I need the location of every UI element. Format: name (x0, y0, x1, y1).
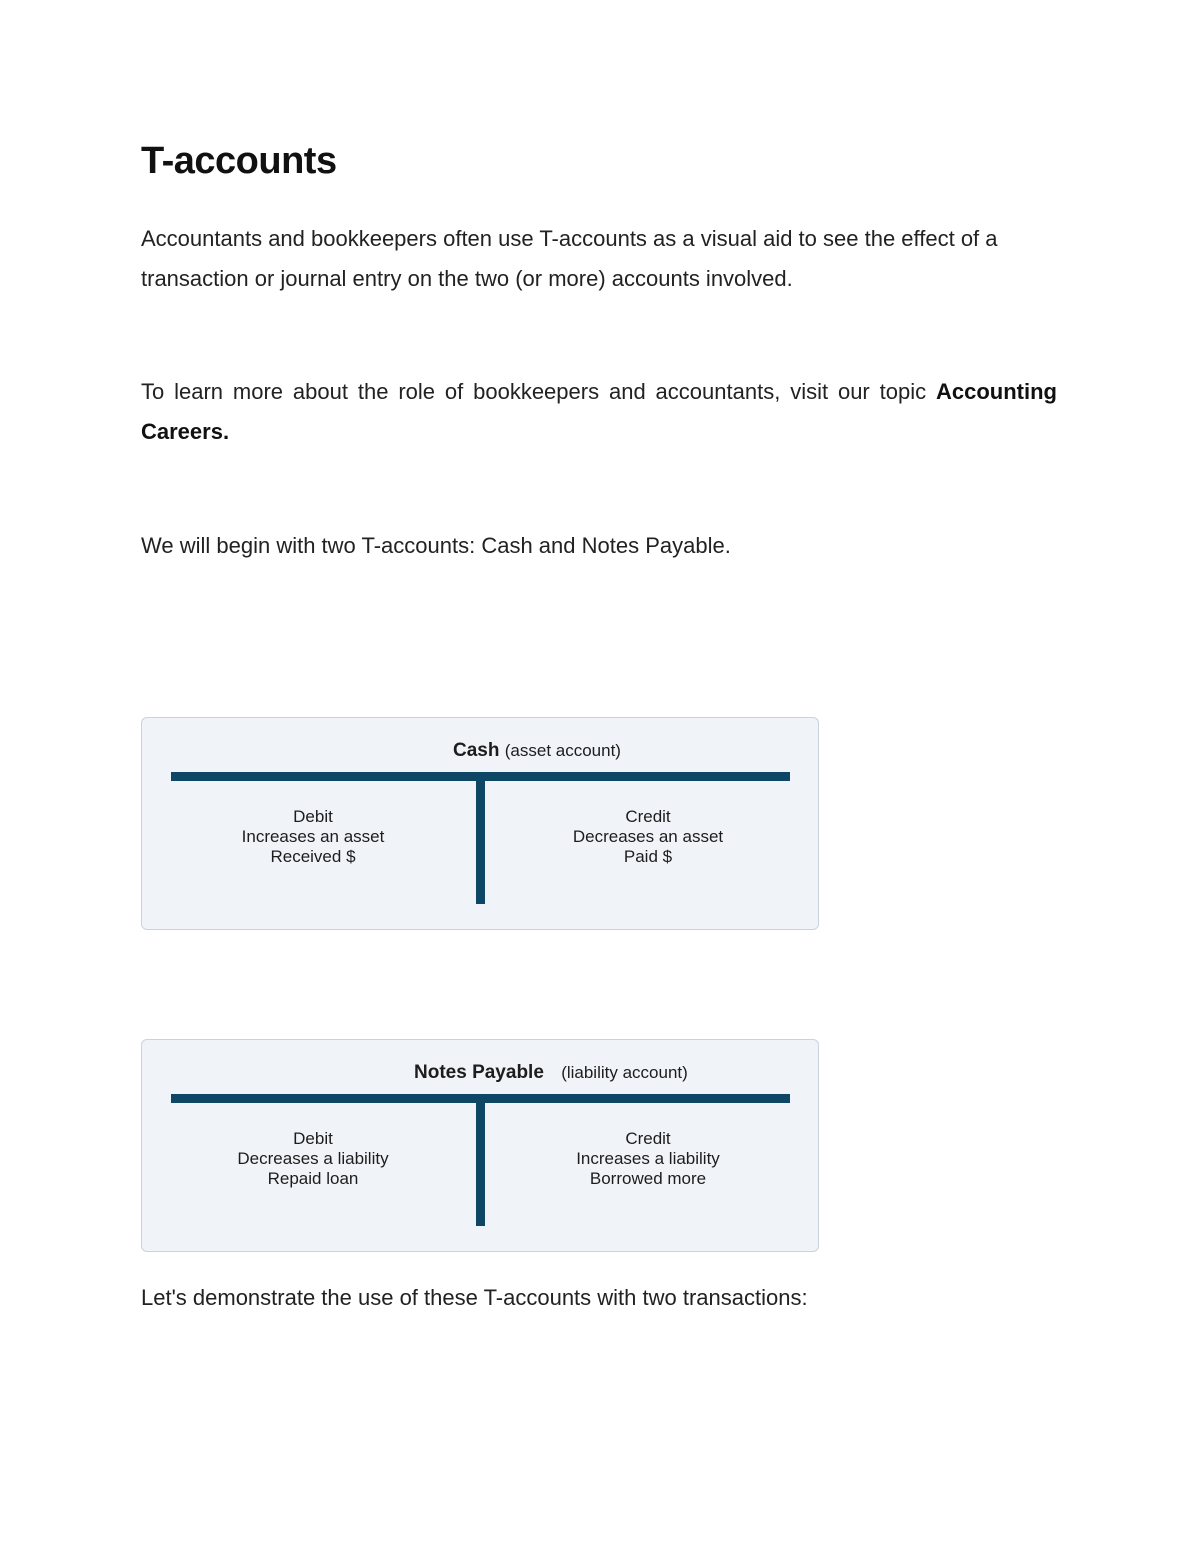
t-account-divider (476, 1103, 485, 1226)
debit-heading: Debit (293, 1129, 333, 1148)
cash-t-account (141, 717, 819, 930)
debit-meaning: Repaid loan (267, 1169, 359, 1188)
credit-heading: Credit (625, 807, 671, 826)
notes-payable-t-account (141, 1039, 819, 1252)
learn-more-text: To learn more about the role of bookkeepers and accountants, visit our topic (141, 379, 936, 404)
debit-side (163, 807, 463, 867)
begin-paragraph: We will begin with two T-accounts: Cash and Notes Payable. (141, 533, 731, 558)
debit-effect: Decreases a liability (237, 1149, 389, 1168)
credit-meaning: Paid $ (623, 847, 673, 866)
t-account-heading (414, 1062, 688, 1084)
accounting-careers-link[interactable]: Accounting Careers. (141, 379, 1057, 444)
t-account-name: Cash (453, 740, 500, 761)
t-account-top-bar (171, 1094, 790, 1103)
demo-paragraph: Let's demonstrate the use of these T-accounts with two transactions: (141, 1285, 808, 1310)
debit-effect: Increases an asset (241, 827, 385, 846)
t-account-divider (476, 781, 485, 904)
t-account-heading (453, 740, 621, 762)
page-title: T-accounts (141, 140, 337, 182)
intro-paragraph: Accountants and bookkeepers often use T-accounts as a visual aid to see the effect of a transaction or journal entry on the two (or more) accounts involved. (141, 226, 998, 291)
credit-side (498, 807, 798, 867)
credit-effect: Increases a liability (576, 1149, 720, 1168)
credit-heading: Credit (625, 1129, 671, 1148)
t-account-top-bar (171, 772, 790, 781)
learn-more-paragraph (141, 372, 1057, 452)
debit-side (163, 1129, 463, 1189)
t-account-type: (liability account) (561, 1063, 688, 1082)
debit-meaning: Received $ (270, 847, 356, 866)
t-account-name: Notes Payable (414, 1062, 544, 1083)
t-account-type: (asset account) (504, 741, 621, 760)
credit-effect: Decreases an asset (572, 827, 724, 846)
credit-side (498, 1129, 798, 1189)
debit-heading: Debit (293, 807, 333, 826)
credit-meaning: Borrowed more (589, 1169, 707, 1188)
